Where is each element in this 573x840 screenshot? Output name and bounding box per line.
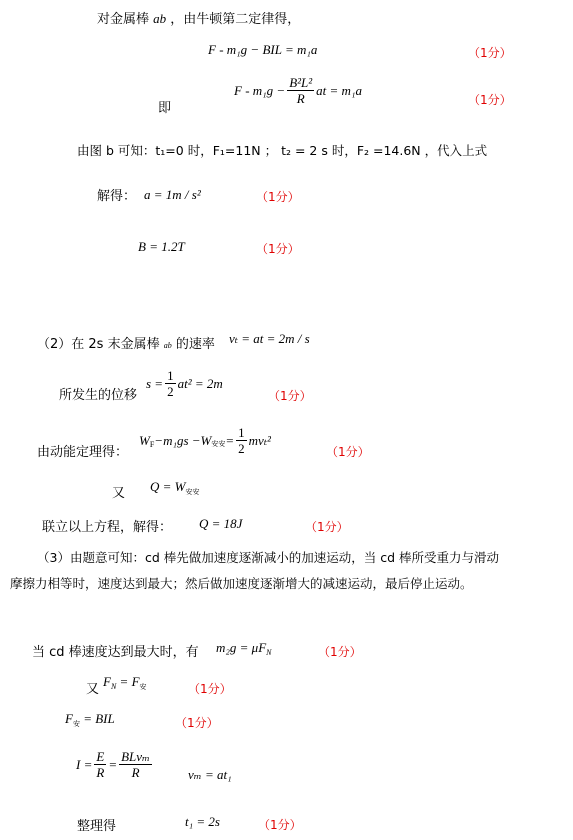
- energy-mid: −m₁gs −W: [154, 433, 212, 448]
- score-8: （1分）: [318, 645, 362, 659]
- solve-a-eq: a = 1m / s²: [144, 187, 201, 202]
- velocity-eq: vₜ = at = 2m / s: [229, 331, 310, 346]
- energy-eq: [139, 426, 271, 455]
- rod-ab: ab: [153, 11, 167, 26]
- score-1: （1分）: [468, 46, 512, 60]
- score-6: （1分）: [326, 445, 370, 459]
- denominator: 2: [167, 384, 174, 399]
- denominator: 2: [238, 441, 245, 456]
- sub-N: N: [110, 682, 117, 691]
- energy-right: mvₜ²: [248, 433, 271, 448]
- final-label: 整理得: [77, 819, 117, 834]
- solve-label: 解得：: [97, 189, 137, 204]
- vm-eq: vₘ = at₁: [188, 767, 232, 782]
- denominator: R: [96, 765, 105, 780]
- ji-label: 即: [158, 101, 172, 116]
- displacement-label: 所发生的位移: [59, 388, 138, 403]
- eq2-right: at = m₁a: [316, 83, 362, 98]
- Q-result: Q = 18J: [199, 516, 243, 531]
- Q-eq: [150, 480, 200, 496]
- score-9: （1分）: [188, 682, 232, 696]
- sub-an: 安安: [211, 440, 226, 448]
- graph-b-line: 由图 b 可知：t₁=0 时，F₁=11N ； t₂ = 2 s 时，F₂ =14.6N ，代入上式: [77, 143, 488, 158]
- fn-label: 又: [86, 682, 100, 697]
- I-fraction-1: [94, 750, 106, 779]
- work: W: [139, 433, 150, 448]
- sub-N: N: [266, 648, 272, 657]
- score-5: （1分）: [268, 389, 312, 403]
- text: ，由牛顿第二定律得，: [170, 12, 301, 27]
- text: 对金属棒: [97, 12, 150, 27]
- equals: =: [108, 757, 118, 772]
- numerator: 1: [238, 425, 245, 440]
- sub-an: 安: [72, 720, 80, 728]
- I-left: I =: [76, 757, 93, 772]
- current-eq: [76, 750, 154, 779]
- sub-an: 安安: [185, 488, 200, 496]
- I-fraction-2: [119, 750, 152, 779]
- combine-label: 联立以上方程，解得：: [42, 520, 173, 535]
- score-7: （1分）: [305, 520, 349, 534]
- disp-right: at² = 2m: [177, 376, 223, 391]
- max-eq-main: m₂g = μF: [216, 640, 267, 655]
- equation-1: F - m₁g − BIL = m₁a: [208, 42, 318, 57]
- numerator: B²L²: [289, 75, 313, 90]
- fan-eq: [65, 712, 115, 728]
- intro-line: [97, 12, 300, 26]
- eq2-fraction: [287, 76, 314, 105]
- F: F: [65, 711, 73, 726]
- score-10: （1分）: [175, 716, 219, 730]
- disp-fraction: [165, 369, 176, 398]
- eq2-left: F - m₁g −: [234, 83, 286, 98]
- score-3: （1分）: [256, 190, 300, 204]
- text: 的速率: [175, 337, 215, 352]
- F: F: [103, 674, 111, 689]
- part3-line2: 摩擦力相等时，速度达到最大；然后做加速度逐渐增大的减速运动，最后停止运动。: [10, 576, 473, 591]
- fn-eq: [103, 675, 147, 691]
- energy-fraction: [236, 426, 247, 455]
- part3-line1: （3）由题意可知：cd 棒先做加速度逐渐减小的加速运动，当 cd 棒所受重力与滑动: [37, 550, 499, 565]
- sub-F: F: [149, 439, 155, 449]
- fn-mid: = F: [116, 674, 140, 689]
- numerator: BLvₘ: [121, 749, 151, 764]
- score-4: （1分）: [256, 242, 300, 256]
- max-eq: [216, 641, 272, 657]
- numerator: 1: [167, 368, 174, 383]
- denominator: R: [296, 91, 305, 106]
- max-velocity-label: 当 cd 棒速度达到最大时，有: [32, 645, 199, 660]
- equation-2: [234, 76, 362, 105]
- part2-line: [37, 338, 215, 351]
- energy-label: 由动能定理得：: [37, 445, 129, 460]
- numerator: E: [96, 749, 105, 764]
- fan-right: = BIL: [79, 711, 115, 726]
- final-eq: t₁ = 2s: [185, 814, 220, 829]
- displacement-eq: [146, 369, 223, 398]
- denominator: R: [131, 765, 140, 780]
- text: （2）在 2s 末金属棒: [37, 337, 160, 352]
- sub-an: 安: [139, 683, 147, 691]
- rod-ab: ab: [163, 341, 172, 350]
- disp-left: s =: [146, 376, 164, 391]
- you-label: 又: [112, 486, 126, 501]
- score-11: （1分）: [258, 818, 302, 832]
- solve-B-eq: B = 1.2T: [138, 239, 185, 254]
- score-2: （1分）: [468, 93, 512, 107]
- equals: =: [225, 433, 235, 448]
- Q-left: Q = W: [150, 479, 186, 494]
